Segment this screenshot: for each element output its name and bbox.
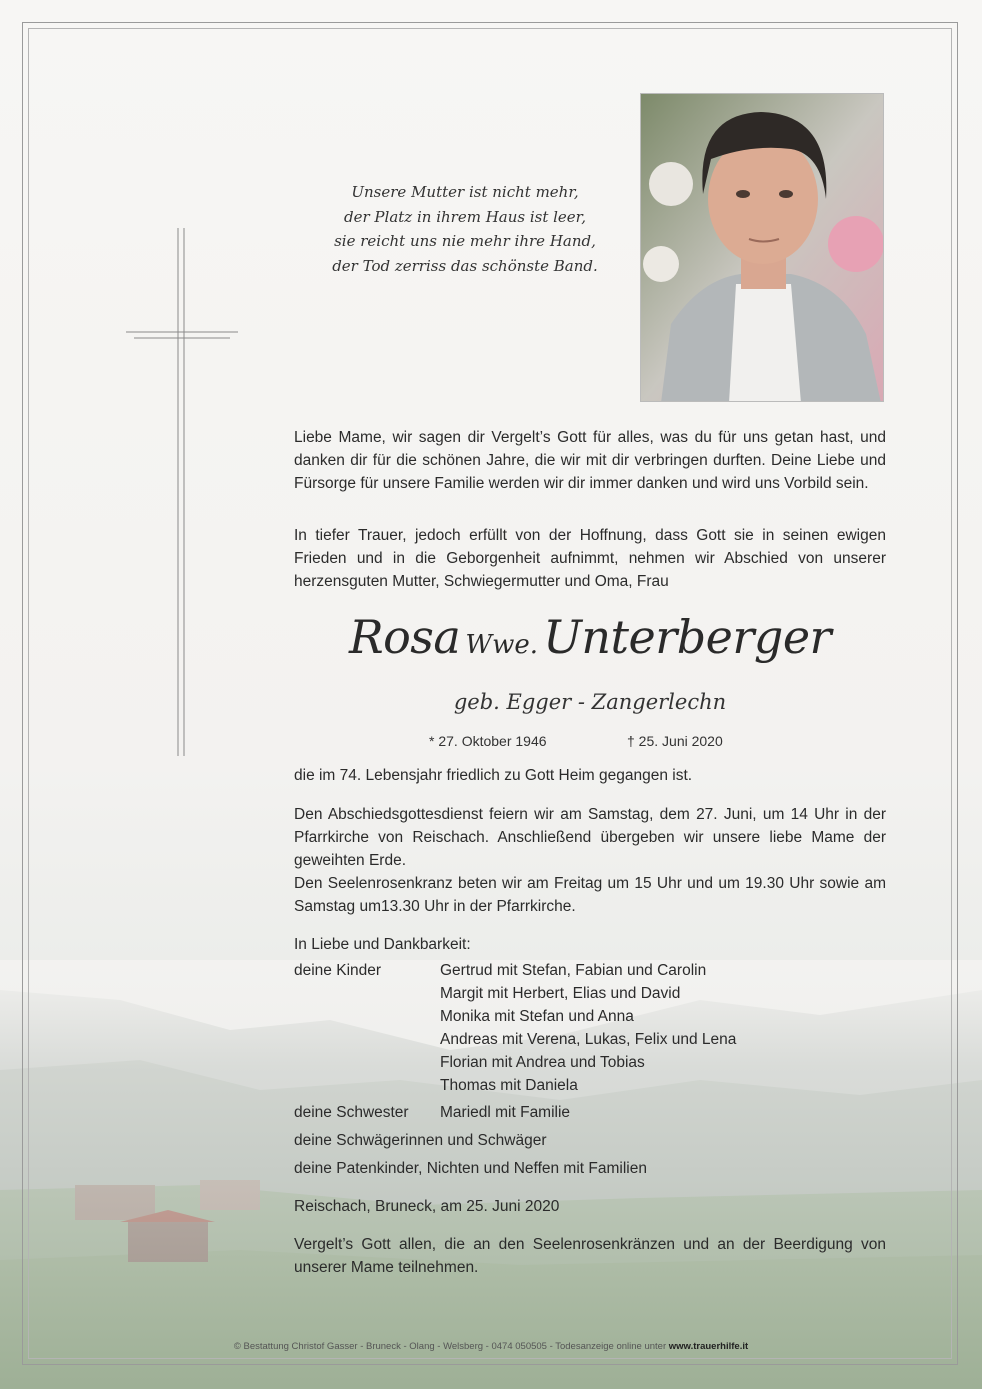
birth-name: geb. Egger - Zangerlechn (453, 690, 727, 714)
footer (0, 1341, 982, 1352)
sister-name: Mariedl mit Familie (440, 1104, 571, 1121)
name-title: Wwe. (465, 630, 539, 660)
age-line: die im 74. Lebensjahr friedlich zu Gott Heim gegangen ist. (294, 767, 693, 784)
cross-icon (126, 228, 238, 756)
intro-paragraph-1: Liebe Mame, wir sagen dir Vergelt’s Gott für alles, was du für uns getan hast, und danken dir für die schönen Jahre, die wir mit dir verbringen durften. Deine Liebe und Fürsorge für unsere Familie werden wir dir immer danken und wird uns Vorbild sein. (294, 429, 886, 492)
death-date: † 25. Juni 2020 (627, 733, 723, 749)
list-item: Andreas mit Verena, Lukas, Felix und Lena (440, 1031, 737, 1048)
service-paragraph: Den Abschiedsgottesdienst feiern wir am Samstag, dem 27. Juni, um 14 Uhr in der Pfarrkirche von Reischach. Anschließend übergeben wir unsere liebe Mame der geweihten Erde. (294, 806, 886, 869)
poem-line: sie reicht uns nie mehr ihre Hand, (334, 232, 596, 250)
godchildren-line: deine Patenkinder, Nichten und Neffen mit Familien (294, 1160, 647, 1177)
intro-paragraph-2: In tiefer Trauer, jedoch erfüllt von der Hoffnung, dass Gott sie in seinen ewigen Frieden und in die Geborgenheit aufnimmt, nehmen wir Abschied von unserer herzensguten Mutter, Schwiegermutter und Oma, Frau (294, 527, 886, 590)
thanks-paragraph: Vergelt’s Gott allen, die an den Seelenrosenkränzen und an der Beerdigung von unserer Mame teilnehmen. (294, 1236, 886, 1276)
children-list (440, 959, 736, 1097)
inlaws-line: deine Schwägerinnen und Schwäger (294, 1132, 547, 1149)
sister-label: deine Schwester (294, 1104, 409, 1121)
poem-line: der Platz in ihrem Haus ist leer, (344, 207, 586, 226)
poem (280, 180, 650, 278)
first-name: Rosa (348, 610, 461, 664)
last-name: Unterberger (543, 610, 832, 664)
rosary-paragraph: Den Seelenrosenkranz beten wir am Freitag um 15 Uhr und um 19.30 Uhr sowie am Samstag um13.30 Uhr in der Pfarrkirche. (294, 875, 886, 915)
children-label: deine Kinder (294, 962, 382, 979)
list-item: Thomas mit Daniela (440, 1077, 578, 1094)
list-item: Margit mit Herbert, Elias und David (440, 985, 681, 1002)
gratitude-heading: In Liebe und Dankbarkeit: (294, 936, 471, 953)
poem-line: Unsere Mutter ist nicht mehr, (351, 183, 579, 201)
birth-date: * 27. Oktober 1946 (429, 733, 547, 749)
list-item: Gertrud mit Stefan, Fabian und Carolin (440, 962, 707, 979)
list-item: Monika mit Stefan und Anna (440, 1008, 634, 1025)
poem-line: der Tod zerriss das schönste Band. (332, 256, 598, 275)
portrait-photo (640, 93, 884, 402)
deceased-name (294, 610, 886, 664)
footer-text: © Bestattung Christof Gasser - Bruneck - Olang - Welsberg - 0474 050505 - Todesanzeige online unter (233, 1341, 667, 1352)
footer-link[interactable]: www.trauerhilfe.it (668, 1341, 749, 1352)
place-date: Reischach, Bruneck, am 25. Juni 2020 (294, 1198, 560, 1215)
list-item: Florian mit Andrea und Tobias (440, 1054, 645, 1071)
